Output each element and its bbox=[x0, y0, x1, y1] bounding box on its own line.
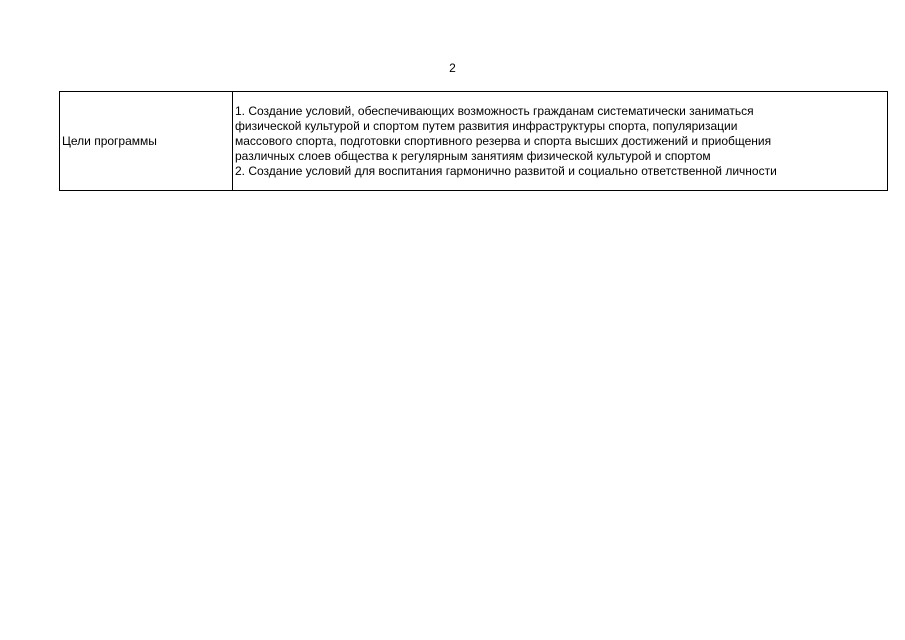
goals-text-cell bbox=[233, 92, 888, 191]
goal-line: 2. Создание условий для воспитания гармонично развитой и социально ответственной личности bbox=[235, 163, 777, 178]
goals-label: Цели программы bbox=[62, 133, 157, 148]
goal-line: 1. Создание условий, обеспечивающих возможность гражданам систематически заниматься bbox=[235, 103, 754, 118]
goal-line: различных слоев общества к регулярным занятиям физической культурой и спортом bbox=[235, 148, 711, 163]
page-number: 2 bbox=[449, 61, 456, 75]
goal-line: физической культурой и спортом путем развития инфраструктуры спорта, популяризации bbox=[235, 118, 738, 133]
table-row bbox=[60, 92, 888, 191]
program-goals-table bbox=[59, 91, 888, 191]
goal-line: массового спорта, подготовки спортивного резерва и спорта высших достижений и приобщения bbox=[235, 133, 772, 148]
goals-label-cell bbox=[60, 92, 233, 191]
